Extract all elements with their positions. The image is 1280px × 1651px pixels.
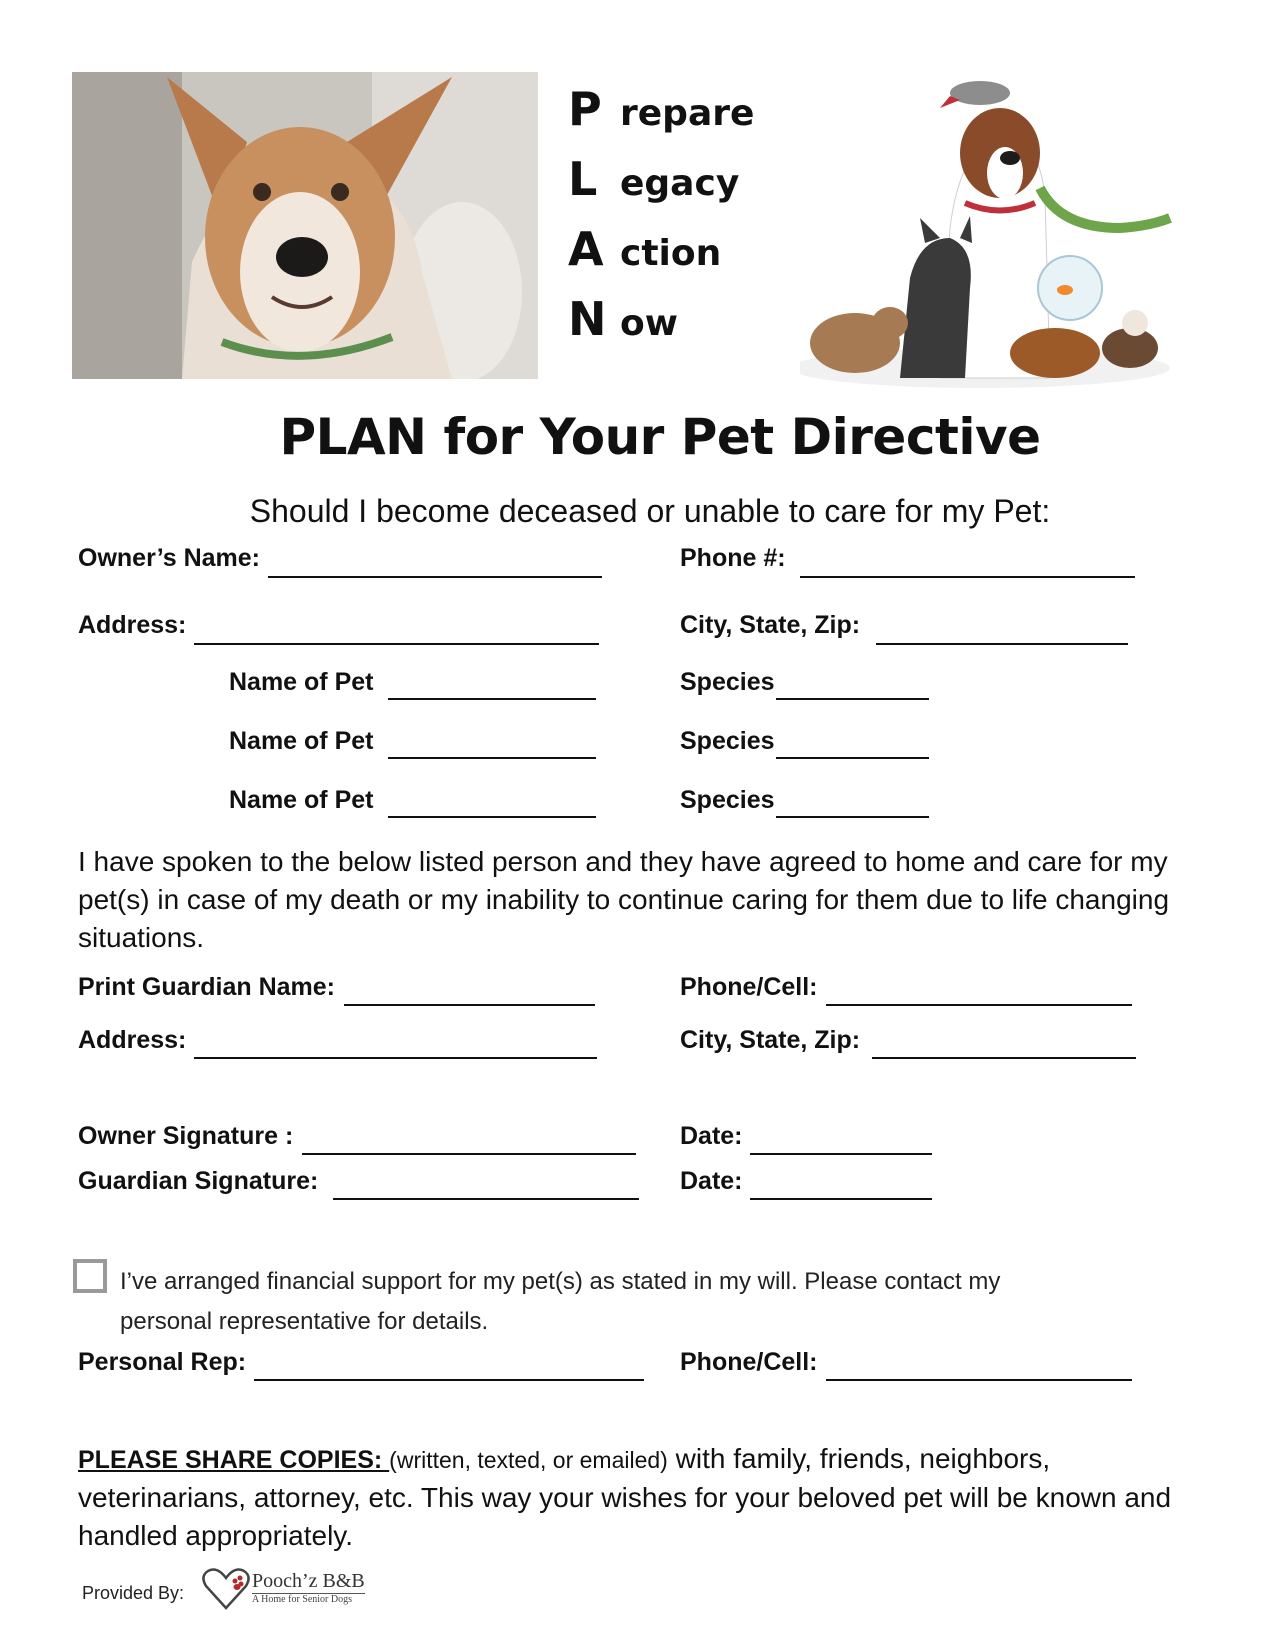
financial-support-text <box>120 1262 1120 1342</box>
financial-support-line: personal representative for details. <box>120 1308 489 1335</box>
poochz-logo <box>200 1566 390 1612</box>
species-field[interactable] <box>776 731 929 759</box>
owner-name-label: Owner’s Name: <box>78 544 261 572</box>
guardian-date-label: Date: <box>680 1167 743 1195</box>
acronym-row <box>568 222 828 292</box>
owner-name-field[interactable] <box>268 550 602 578</box>
pet-name-label: Name of Pet <box>229 668 374 696</box>
address-field[interactable] <box>194 617 599 645</box>
page-title: PLAN for Your Pet Directive <box>279 408 1041 466</box>
owner-signature-label: Owner Signature : <box>78 1122 294 1150</box>
pet-name-label: Name of Pet <box>229 786 374 814</box>
guardian-city-label: City, State, Zip: <box>680 1026 861 1054</box>
owner-date-label: Date: <box>680 1122 743 1150</box>
guardian-address-label: Address: <box>78 1026 187 1054</box>
species-field[interactable] <box>776 672 929 700</box>
plan-acronym <box>568 82 828 362</box>
rep-phone-field[interactable] <box>826 1353 1132 1381</box>
acronym-letter: L <box>568 152 598 206</box>
personal-rep-field[interactable] <box>254 1353 644 1381</box>
species-field[interactable] <box>776 790 929 818</box>
pets-group-photo <box>800 78 1180 393</box>
species-label: Species <box>680 786 775 814</box>
species-label: Species <box>680 668 775 696</box>
share-copies-text: with family, friends, neighbors, veterinarians, attorney, etc. This way your wishes for your beloved pet will be known and handled appropriately. <box>78 1443 1172 1551</box>
species-label: Species <box>680 727 775 755</box>
share-copies-paragraph <box>78 1440 1188 1555</box>
acronym-word: repare <box>620 93 755 134</box>
provided-by-label: Provided By: <box>82 1583 185 1603</box>
guardian-signature-label: Guardian Signature: <box>78 1167 319 1195</box>
guardian-date-field[interactable] <box>750 1172 932 1200</box>
acronym-row <box>568 152 828 222</box>
acronym-letter: P <box>568 82 602 136</box>
city-state-zip-field[interactable] <box>876 617 1128 645</box>
financial-support-checkbox[interactable] <box>73 1259 107 1293</box>
acronym-row <box>568 82 828 152</box>
guardian-phone-field[interactable] <box>826 978 1132 1006</box>
senior-dog-photo <box>72 72 538 379</box>
page-subtitle: Should I become deceased or unable to care for my Pet: <box>249 493 1051 529</box>
pet-name-field[interactable] <box>388 672 596 700</box>
pet-name-label: Name of Pet <box>229 727 374 755</box>
owner-signature-field[interactable] <box>302 1127 636 1155</box>
acronym-letter: N <box>568 292 607 346</box>
acronym-word: ow <box>620 303 678 344</box>
logo-tagline: A Home for Senior Dogs <box>252 1594 352 1605</box>
share-copies-methods: (written, texted, or emailed) <box>389 1447 668 1473</box>
guardian-name-field[interactable] <box>344 978 595 1006</box>
pet-name-field[interactable] <box>388 790 596 818</box>
rep-phone-label: Phone/Cell: <box>680 1348 818 1376</box>
guardian-address-field[interactable] <box>194 1031 597 1059</box>
phone-field[interactable] <box>800 550 1135 578</box>
acronym-word: egacy <box>620 163 740 204</box>
heart-paw-icon <box>200 1566 252 1612</box>
city-state-zip-label: City, State, Zip: <box>680 611 861 639</box>
guardian-name-label: Print Guardian Name: <box>78 973 335 1001</box>
acronym-row <box>568 292 828 362</box>
guardian-city-field[interactable] <box>872 1031 1136 1059</box>
logo-name: Pooch’z B&B <box>252 1570 365 1592</box>
acronym-letter: A <box>568 222 604 276</box>
agreement-paragraph: I have spoken to the below listed person and they have agreed to home and care for my pet(s) in case of my death or my inability to continue caring for them due to life changing situations. <box>78 846 1170 953</box>
owner-date-field[interactable] <box>750 1127 932 1155</box>
pet-name-field[interactable] <box>388 731 596 759</box>
personal-rep-label: Personal Rep: <box>78 1348 247 1376</box>
guardian-phone-label: Phone/Cell: <box>680 973 818 1001</box>
financial-support-line: I’ve arranged financial support for my pet(s) as stated in my will. Please contact my <box>120 1268 1001 1295</box>
phone-label: Phone #: <box>680 544 786 572</box>
share-copies-heading: PLEASE SHARE COPIES: <box>78 1446 390 1474</box>
acronym-word: ction <box>620 233 722 274</box>
address-label: Address: <box>78 611 187 639</box>
guardian-signature-field[interactable] <box>333 1172 639 1200</box>
